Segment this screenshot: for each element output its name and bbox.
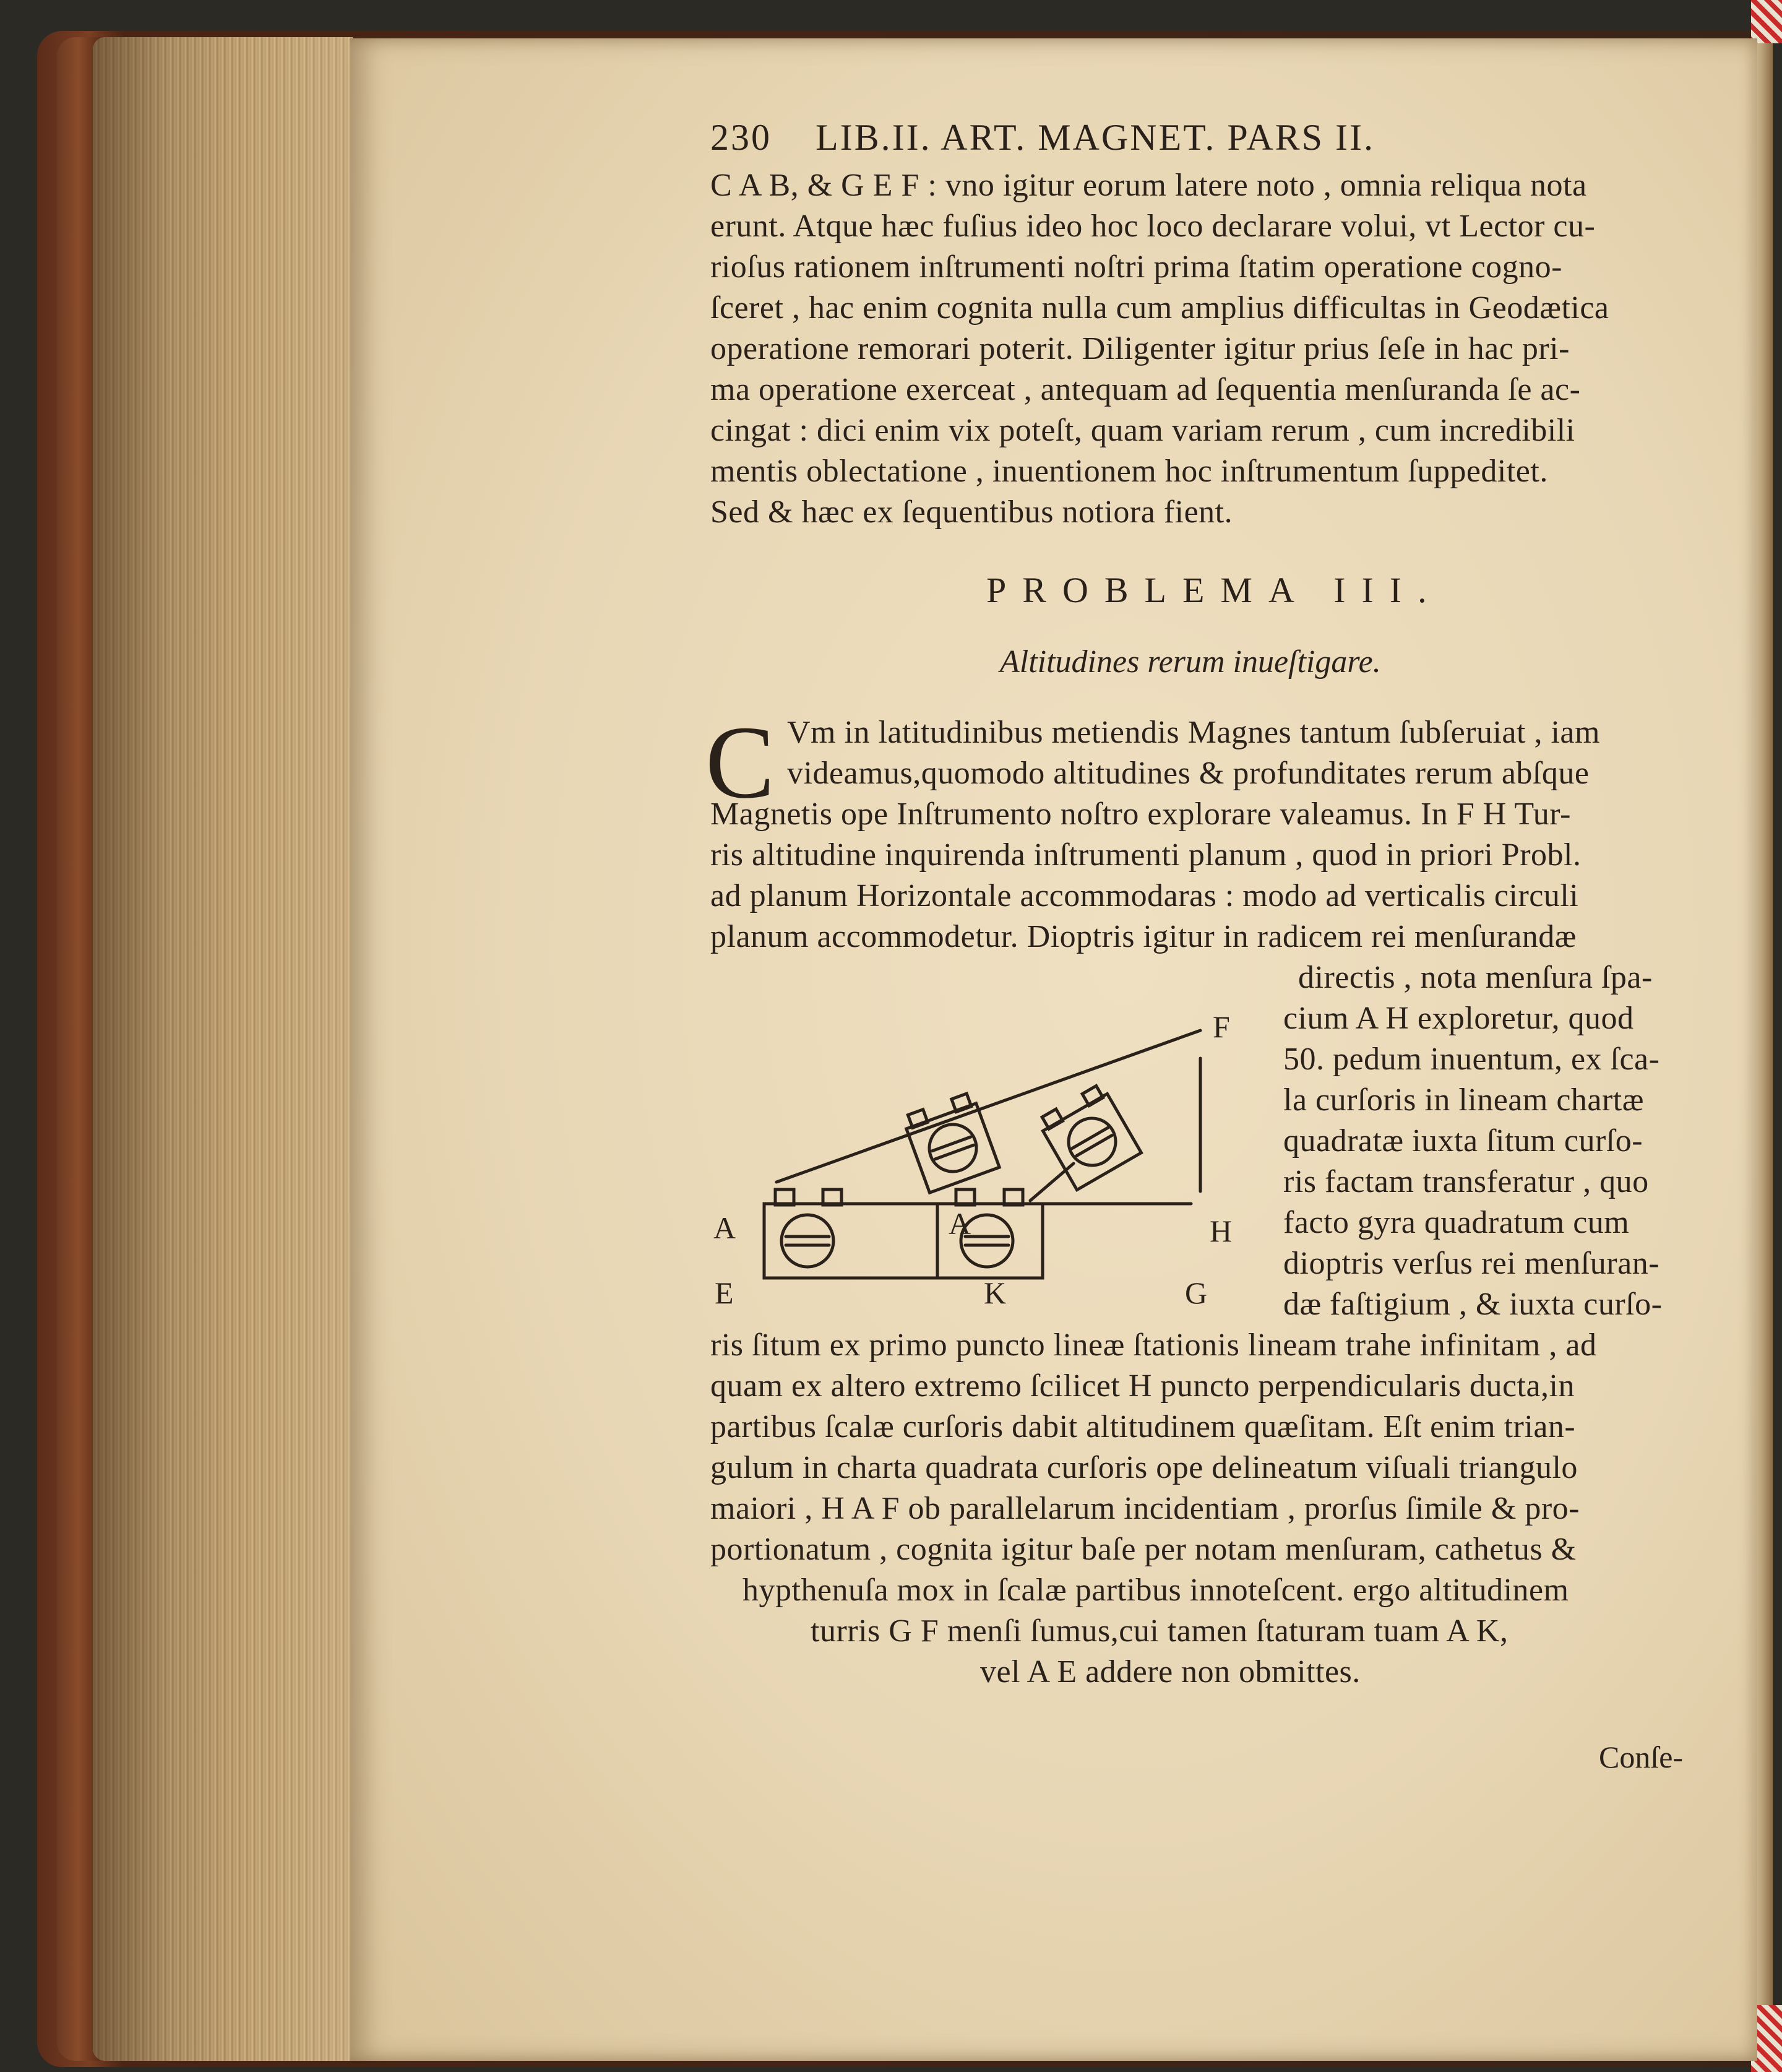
- text-line: partibus ſcalæ curſoris dabit altitudinem quæſitam. Eſt enim trian-: [710, 1409, 1576, 1444]
- text-line: dioptris verſus rei menſuran-: [1283, 1246, 1660, 1281]
- problem-subheading: Altitudines rerum inueſtigare.: [1000, 644, 1381, 680]
- tilted-dioptra-2: [1037, 1083, 1142, 1190]
- drop-cap: C: [705, 705, 775, 820]
- text-line: operatione remorari poterit. Diligenter igitur prius ſeſe in hac pri-: [710, 331, 1570, 366]
- tower-measurement-diagram: [708, 996, 1253, 1318]
- dial: [781, 1215, 833, 1267]
- problem-heading: PROBLEMA III.: [986, 570, 1443, 610]
- text-line: rioſus rationem inſtrumenti noſtri prima ſtatim operatione cogno-: [710, 249, 1562, 285]
- text-line: portionatum , cognita igitur baſe per notam menſuram, cathetus &: [710, 1532, 1577, 1567]
- label-G: G: [1185, 1276, 1208, 1310]
- instrument-base: [764, 1204, 937, 1278]
- text-line: Vm in latitudinibus metiendis Magnes tantum ſubſeruiat , iam: [787, 715, 1600, 750]
- text-line: dæ faſtigium , & iuxta curſo-: [1283, 1287, 1663, 1322]
- running-title: LIB.II. ART. MAGNET. PARS II.: [816, 117, 1375, 158]
- text-line: gulum in charta quadrata curſoris ope delineatum viſuali triangulo: [710, 1450, 1578, 1485]
- text-line: ad planum Horizontale accommodaras : modo ad verticalis circuli: [710, 878, 1579, 913]
- text-line: ſceret , hac enim cognita nulla cum amplius difficultas in Geodætica: [710, 290, 1609, 326]
- text-line: mentis oblectatione , inuentionem hoc inſtrumentum ſuppeditet.: [710, 454, 1548, 489]
- text-line: vel A E addere non obmittes.: [980, 1654, 1361, 1690]
- text-line: maiori , H A F ob parallelarum incidentiam , prorſus ſimile & pro-: [710, 1491, 1580, 1526]
- woodcut-figure: [708, 996, 1253, 1318]
- text-line: quadratæ iuxta ſitum curſo-: [1283, 1123, 1643, 1159]
- support-line: [1030, 1163, 1074, 1201]
- text-line: ris altitudine inquirenda inſtrumenti planum , quod in priori Probl.: [710, 837, 1582, 873]
- label-F: F: [1213, 1009, 1230, 1044]
- label-A-left: A: [713, 1211, 736, 1245]
- text-line: Magnetis ope Inſtrumento noſtro explorare valeamus. In F H Tur-: [710, 796, 1571, 832]
- text-line: facto gyra quadratum cum: [1283, 1205, 1630, 1240]
- text-line: erunt. Atque hæc fuſius ideo hoc loco declarare volui, vt Lector cu-: [710, 209, 1596, 244]
- text-line: cingat : dici enim vix poteſt, quam variam rerum , cum incredibili: [710, 413, 1575, 448]
- page-number: 230: [710, 117, 772, 158]
- catchword: Conſe-: [1599, 1740, 1684, 1774]
- text-line: turris G F menſi ſumus,cui tamen ſtaturam tuam A K,: [811, 1613, 1509, 1649]
- text-line: Sed & hæc ex ſequentibus notiora fient.: [710, 494, 1233, 530]
- text-line: directis , nota menſura ſpa-: [1298, 960, 1653, 995]
- text-line: ma operatione exerceat , antequam ad ſequentia menſuranda ſe ac-: [710, 372, 1581, 407]
- text-line: videamus,quomodo altitudines & profunditates rerum abſque: [787, 756, 1590, 791]
- text-line: 50. pedum inuentum, ex ſca-: [1283, 1042, 1660, 1077]
- running-head: [710, 116, 1694, 159]
- text-line: ris ſitum ex primo puncto lineæ ſtationis lineam trahe infinitam , ad: [710, 1327, 1597, 1363]
- text-line: quam ex altero extremo ſcilicet H puncto perpendicularis ducta,in: [710, 1368, 1575, 1404]
- text-line: planum accommodetur. Dioptris igitur in radicem rei menſurandæ: [710, 919, 1577, 954]
- bookmark-ribbon-top: [1751, 0, 1782, 43]
- text-line: C A B, & G E F : vno igitur eorum latere noto , omnia reliqua nota: [710, 168, 1587, 203]
- text-line: la curſoris in lineam chartæ: [1283, 1082, 1644, 1118]
- sight-line: [777, 1030, 1200, 1182]
- text-line: cium A H exploretur, quod: [1283, 1001, 1634, 1036]
- text-line: ris factam transferatur , quo: [1283, 1164, 1649, 1199]
- label-H: H: [1210, 1214, 1233, 1248]
- page-fore-edge-shade: [93, 37, 353, 2061]
- label-K: K: [984, 1276, 1007, 1310]
- text-line: hypthenuſa mox in ſcalæ partibus innoteſcent. ergo altitudinem: [742, 1573, 1569, 1608]
- label-E: E: [715, 1276, 734, 1310]
- label-A-mid: A: [949, 1206, 971, 1241]
